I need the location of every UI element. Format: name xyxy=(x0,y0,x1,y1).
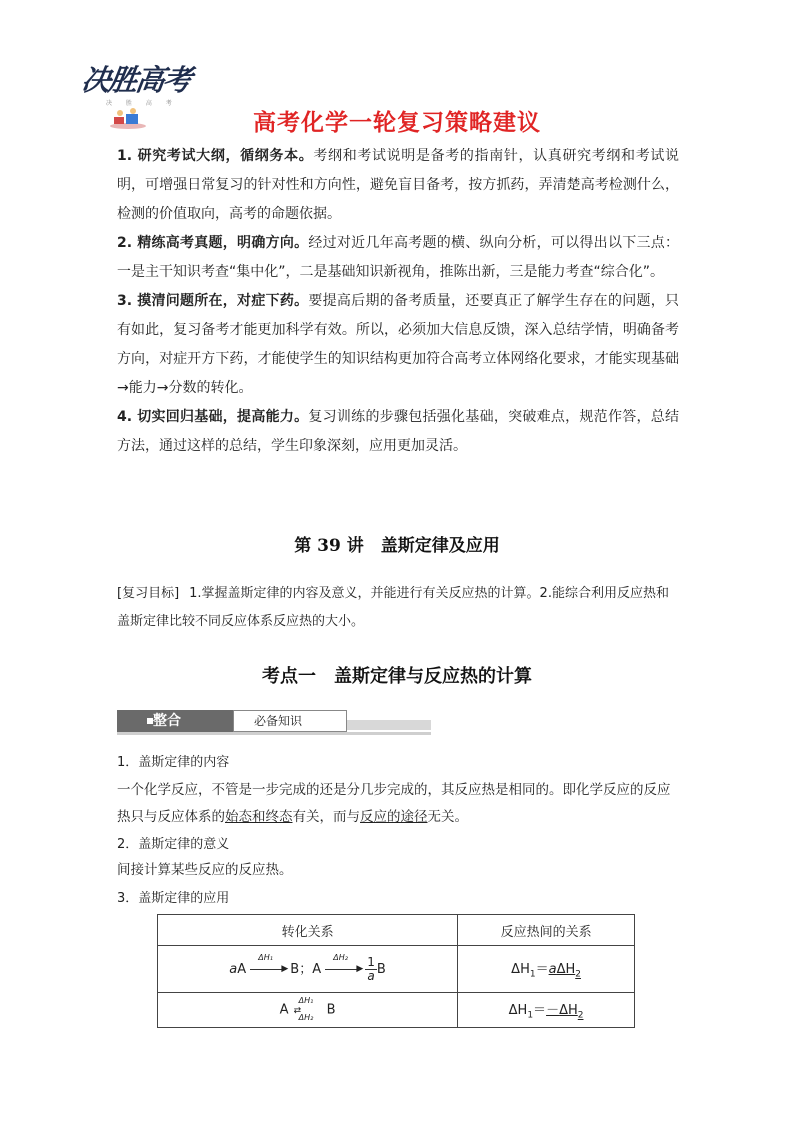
table-cell-conversion xyxy=(158,993,458,1028)
intro-paragraph-4 xyxy=(117,403,679,461)
logo-text: 决胜高考 xyxy=(79,63,193,97)
table-cell-relation xyxy=(458,993,635,1028)
objective-tag: [复习目标] xyxy=(117,586,180,601)
blank-reaction-path: 反应的途径 xyxy=(360,809,428,825)
intro-paragraph-3 xyxy=(117,287,679,403)
section-1-part-2: 有关，而与 xyxy=(292,809,360,825)
arrow-label: ΔH₁ xyxy=(258,953,273,962)
delta-h: ΔH xyxy=(559,1003,578,1019)
arrow-icon: ΔH₁ ▶ xyxy=(250,962,290,976)
arrow-icon: ΔH₂ ▶ xyxy=(325,962,365,976)
species-A: A xyxy=(237,961,247,977)
intro-head-2: 2. 精练高考真题，明确方向。 xyxy=(117,235,309,251)
fraction xyxy=(365,956,377,983)
species-B: B xyxy=(326,1002,336,1018)
delta-h: ΔH xyxy=(556,962,576,978)
species-B: B xyxy=(376,961,386,977)
section-1-part-1: 一个化学反应，不管是一步完成的还是分几步完成的，其反应热是相同的。即化学反应的反应热只与反应体系的 xyxy=(117,782,671,825)
section-3 xyxy=(117,888,679,910)
table-header-row xyxy=(158,915,635,946)
objective-text: 1.掌握盖斯定律的内容及意义，并能进行有关反应热的计算。2.能综合利用反应热和盖斯定律比较不同反应体系反应热的大小。 xyxy=(117,586,669,629)
coef-a: a xyxy=(548,962,557,978)
intro-paragraph-1 xyxy=(117,142,679,229)
gess-law-table xyxy=(157,914,635,1028)
delta-h: ΔH xyxy=(508,1003,528,1019)
subscript: 2 xyxy=(575,969,581,980)
delta-h: ΔH xyxy=(511,962,530,978)
section-1 xyxy=(117,752,679,831)
equals: ＝ xyxy=(535,962,549,978)
logo-subtext: 决 胜 高 考 xyxy=(106,100,178,107)
intro-section xyxy=(117,142,679,461)
arrow-label-over: ΔH₁ xyxy=(298,996,314,1005)
intro-body-2: 经过对近几年高考题的横、纵向分析，可以得出以下三点：一是主干知识考查“集中化”，二是基础知识新视角，推陈出新，三是能力考查“综合化”。 xyxy=(117,235,680,280)
fraction-denominator: a xyxy=(367,968,375,983)
species-A: A xyxy=(312,961,322,977)
page-title: 高考化学一轮复习策略建议 xyxy=(253,110,541,136)
minus-sign: － xyxy=(546,1003,560,1019)
section-2-title: 2．盖斯定律的意义 xyxy=(117,837,230,852)
intro-body-4: 复习训练的步骤包括强化基础，突破难点，规范作答，总结方法，通过这样的总结，学生印象深刻，应用更加灵活。 xyxy=(117,409,680,454)
banner-dark-label: 整合 xyxy=(117,710,233,732)
reversible-arrow-icon: ΔH₁ ⇄ ΔH₂ xyxy=(293,996,314,1022)
table-row xyxy=(158,946,635,993)
intro-body-3: 要提高后期的备考质量，还要真正了解学生存在的问题，只有如此，复习备考才能更加科学有效。所以，必须加大信息反馈，深入总结学情，明确备考方向，对症开方下药，才能使学生的知识结构更加符合高考立体网络化要求，才能实现基础→能力→分数的转化。 xyxy=(117,293,680,396)
arrow-label: ΔH₂ xyxy=(333,953,348,962)
species-A: A xyxy=(279,1002,289,1018)
intro-body-1: 考纲和考试说明是备考的指南针，认真研究考纲和考试说明，可增强日常复习的针对性和方向性，避免盲目备考，按方抓药，弄清楚高考检测什么，检测的价值取向，高考的命题依据。 xyxy=(117,148,679,222)
table-cell-conversion xyxy=(158,946,458,993)
table-row xyxy=(158,993,635,1028)
section-1-part-3: 无关。 xyxy=(427,809,468,825)
review-objective xyxy=(117,580,679,636)
section-2-text: 间接计算某些反应的反应热。 xyxy=(117,862,293,878)
banner-underline xyxy=(117,732,431,735)
intro-head-4: 4. 切实回归基础，提高能力。 xyxy=(117,409,309,425)
subscript: 2 xyxy=(577,1010,584,1021)
subscript: 1 xyxy=(529,969,536,980)
section-banner xyxy=(117,710,431,736)
section-3-title: 3．盖斯定律的应用 xyxy=(117,891,230,906)
lecture-title: 第 39 讲 盖斯定律及应用 xyxy=(294,536,500,556)
banner-rule xyxy=(347,720,431,730)
table-header: 转化关系 xyxy=(158,915,458,946)
banner-light-label: 必备知识 xyxy=(233,710,347,732)
table-cell-relation xyxy=(458,946,635,993)
blank-initial-final-state: 始态和终态 xyxy=(225,809,293,825)
section-1-text xyxy=(117,777,679,831)
intro-head-1: 1. 研究考试大纲，循纲务本。 xyxy=(117,148,314,164)
table-header: 反应热间的关系 xyxy=(458,915,635,946)
species-B: B xyxy=(290,961,300,977)
arrow-label-under: ΔH₂ xyxy=(298,1013,314,1022)
intro-head-3: 3. 摸清问题所在，对症下药。 xyxy=(117,293,309,309)
section-2 xyxy=(117,834,679,884)
equals: ＝ xyxy=(533,1003,547,1019)
coef-a: a xyxy=(229,961,238,977)
subscript: 1 xyxy=(527,1010,534,1021)
section-1-title: 1．盖斯定律的内容 xyxy=(117,755,230,770)
fraction-numerator: 1 xyxy=(367,954,375,969)
separator: ； xyxy=(299,961,313,977)
intro-paragraph-2 xyxy=(117,229,679,287)
section-heading: 考点一 盖斯定律与反应热的计算 xyxy=(262,666,532,687)
